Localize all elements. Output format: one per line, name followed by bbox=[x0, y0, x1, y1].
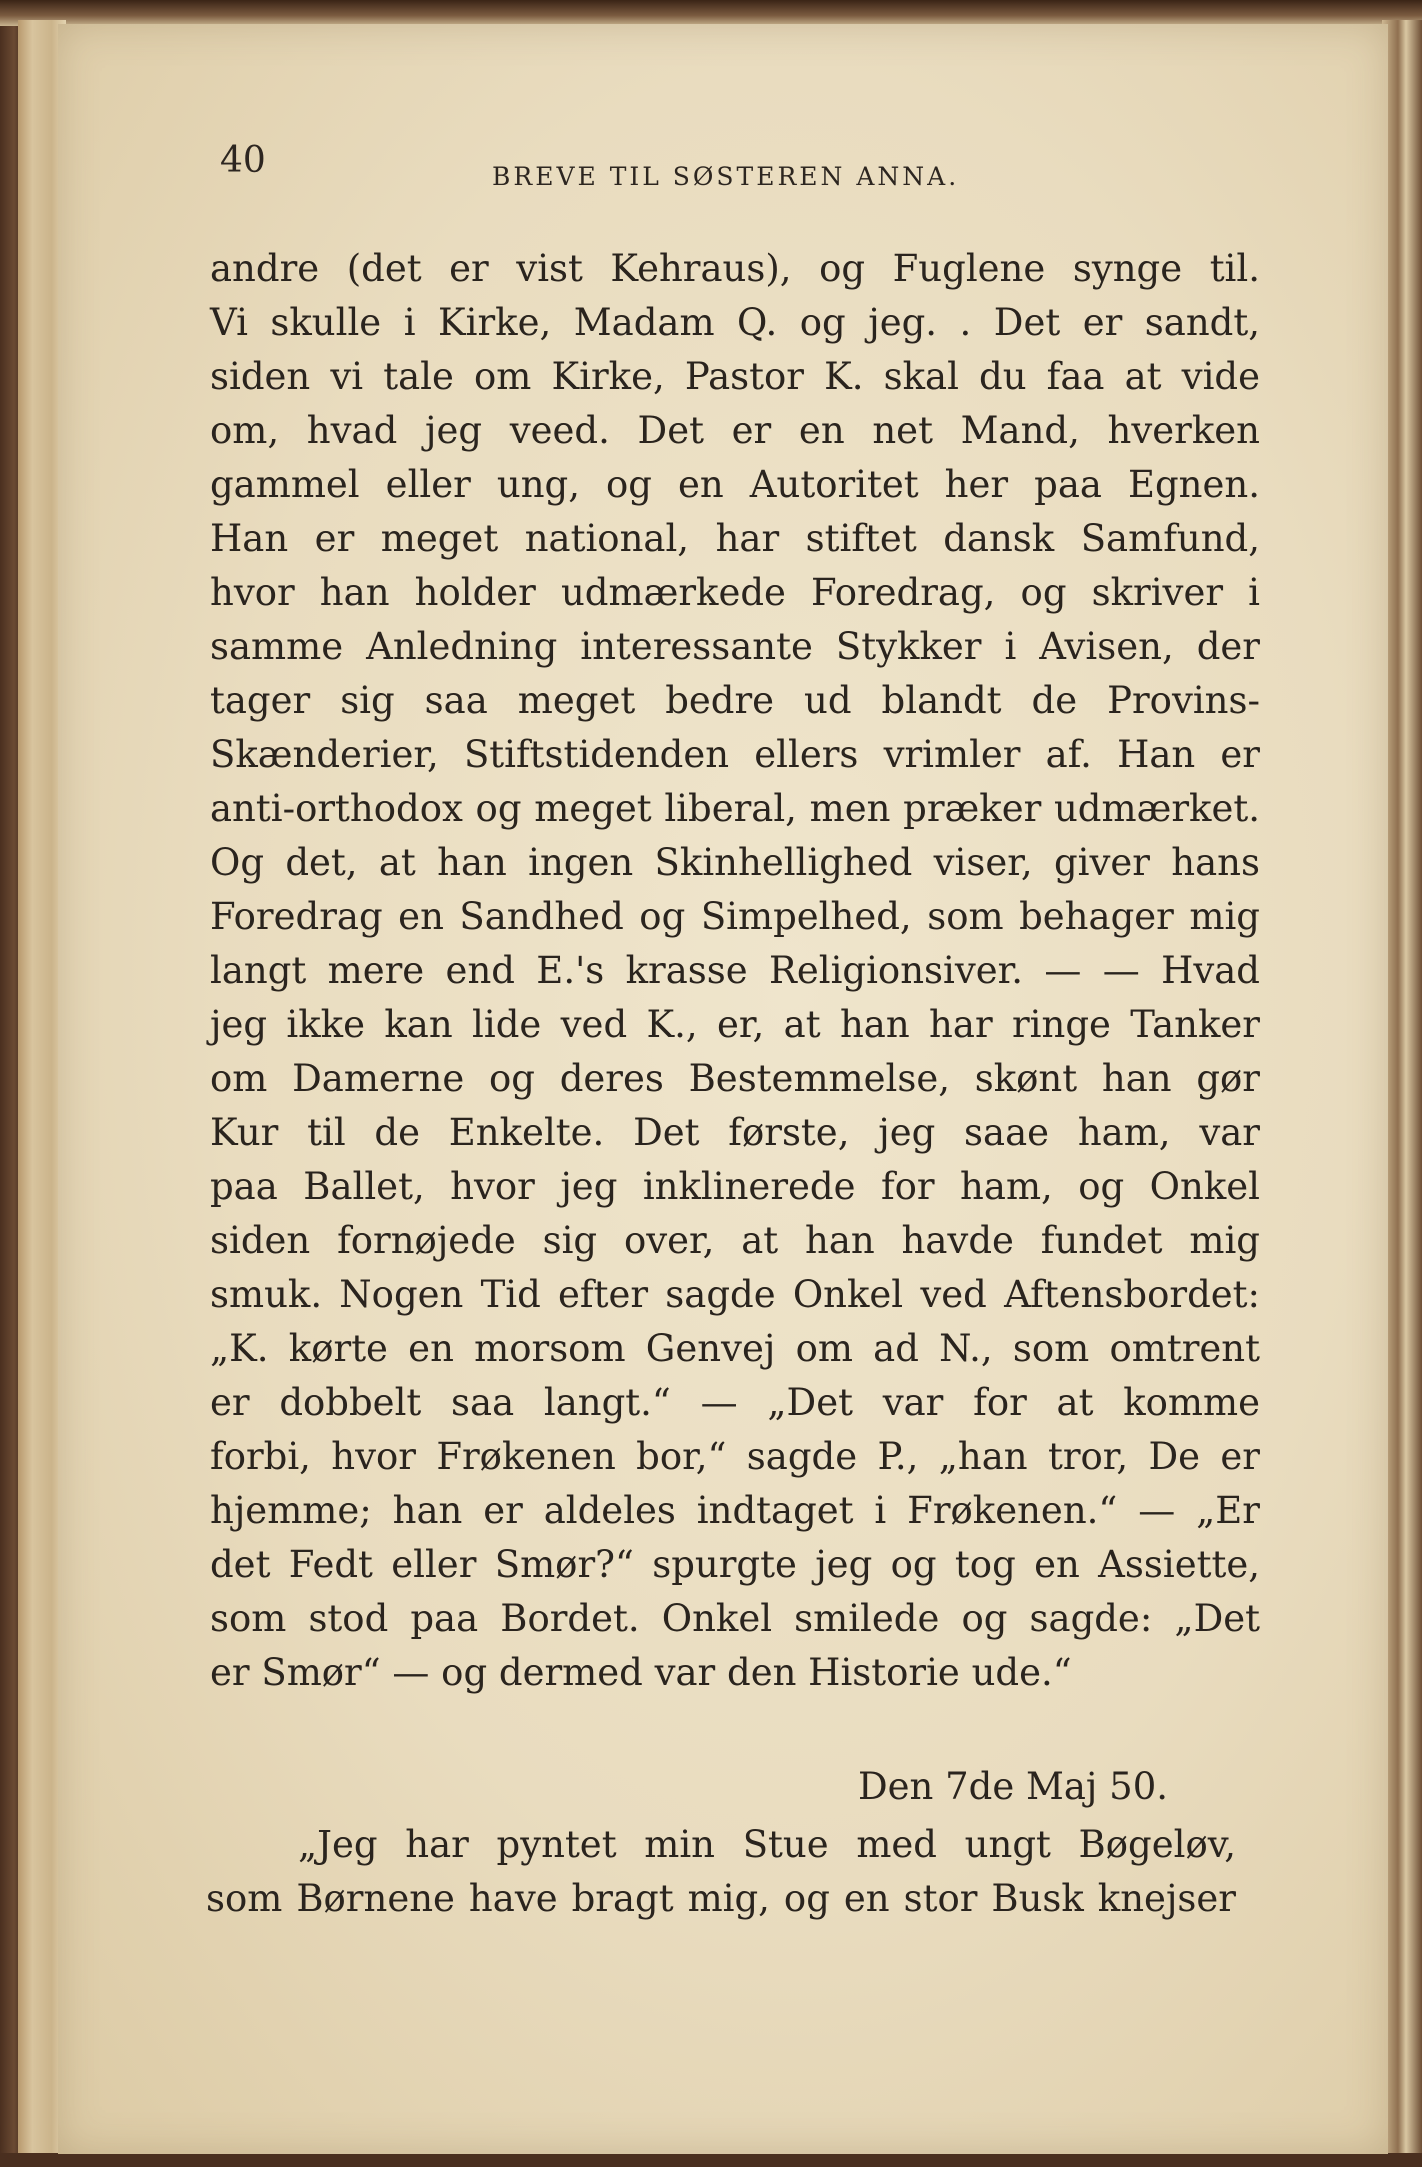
text-line: langt mere end E.'s krasse Religionsiver. — — Hvad bbox=[210, 949, 1260, 992]
text-line: jeg ikke kan lide ved K., er, at han har ringe Tanker bbox=[210, 1003, 1260, 1046]
text-line: om, hvad jeg veed. Det er en net Mand, hverken bbox=[210, 409, 1260, 452]
body-text bbox=[210, 242, 1260, 1700]
text-line: samme Anledning interessante Stykker i Avisen, der bbox=[210, 625, 1260, 668]
text-line: Vi skulle i Kirke, Madam Q. og jeg. . Det er sandt, bbox=[210, 301, 1260, 344]
text-line: om Damerne og deres Bestemmelse, skønt han gør bbox=[210, 1057, 1260, 1100]
text-line: er Smør“ — og dermed var den Historie ude.“ bbox=[210, 1651, 1072, 1694]
text-line: „K. kørte en morsom Genvej om ad N., som omtrent bbox=[210, 1327, 1260, 1370]
running-head: BREVE TIL SØSTEREN ANNA. bbox=[492, 162, 960, 191]
text-line: forbi, hvor Frøkenen bor,“ sagde P., „han tror, De er bbox=[210, 1435, 1260, 1478]
book-bottom-edge bbox=[0, 2153, 1422, 2167]
text-line: som Børnene have bragt mig, og en stor Busk knejser bbox=[206, 1877, 1236, 1920]
text-line: tager sig saa meget bedre ud blandt de Provins- bbox=[210, 679, 1260, 722]
text-line: Foredrag en Sandhed og Simpelhed, som behager mig bbox=[210, 895, 1260, 938]
text-line: det Fedt eller Smør?“ spurgte jeg og tog en Assiette, bbox=[210, 1543, 1260, 1586]
text-line: gammel eller ung, og en Autoritet her paa Egnen. bbox=[210, 463, 1260, 506]
page-fore-edge bbox=[1382, 20, 1422, 2160]
letter-text bbox=[206, 1818, 1236, 1926]
text-line: siden vi tale om Kirke, Pastor K. skal du faa at vide bbox=[210, 355, 1260, 398]
text-line: andre (det er vist Kehraus), og Fuglene synge til. bbox=[210, 247, 1260, 290]
text-line: smuk. Nogen Tid efter sagde Onkel ved Aftensbordet: bbox=[210, 1273, 1260, 1316]
text-line: som stod paa Bordet. Onkel smilede og sagde: „Det bbox=[210, 1597, 1260, 1640]
text-line: er dobbelt saa langt.“ — „Det var for at komme bbox=[210, 1381, 1260, 1424]
text-line: paa Ballet, hvor jeg inklinerede for ham, og Onkel bbox=[210, 1165, 1260, 1208]
text-line: Han er meget national, har stiftet dansk Samfund, bbox=[210, 517, 1260, 560]
page-header bbox=[220, 140, 1260, 200]
text-line: Og det, at han ingen Skinhellighed viser, giver hans bbox=[210, 841, 1260, 884]
text-line: siden fornøjede sig over, at han havde fundet mig bbox=[210, 1219, 1260, 1262]
text-line: Kur til de Enkelte. Det første, jeg saae ham, var bbox=[210, 1111, 1260, 1154]
text-line: anti-orthodox og meget liberal, men præker udmærket. bbox=[210, 787, 1260, 830]
text-line: hvor han holder udmærkede Foredrag, og skriver i bbox=[210, 571, 1260, 614]
text-line: Skænderier, Stiftstidenden ellers vrimler af. Han er bbox=[210, 733, 1260, 776]
text-line: hjemme; han er aldeles indtaget i Frøkenen.“ — „Er bbox=[210, 1489, 1260, 1532]
page-number: 40 bbox=[220, 140, 266, 181]
book-top-edge bbox=[0, 0, 1422, 26]
letter-dateline: Den 7de Maj 50. bbox=[857, 1765, 1168, 1808]
text-line: „Jeg har pyntet min Stue med ungt Bøgeløv, bbox=[298, 1823, 1236, 1866]
